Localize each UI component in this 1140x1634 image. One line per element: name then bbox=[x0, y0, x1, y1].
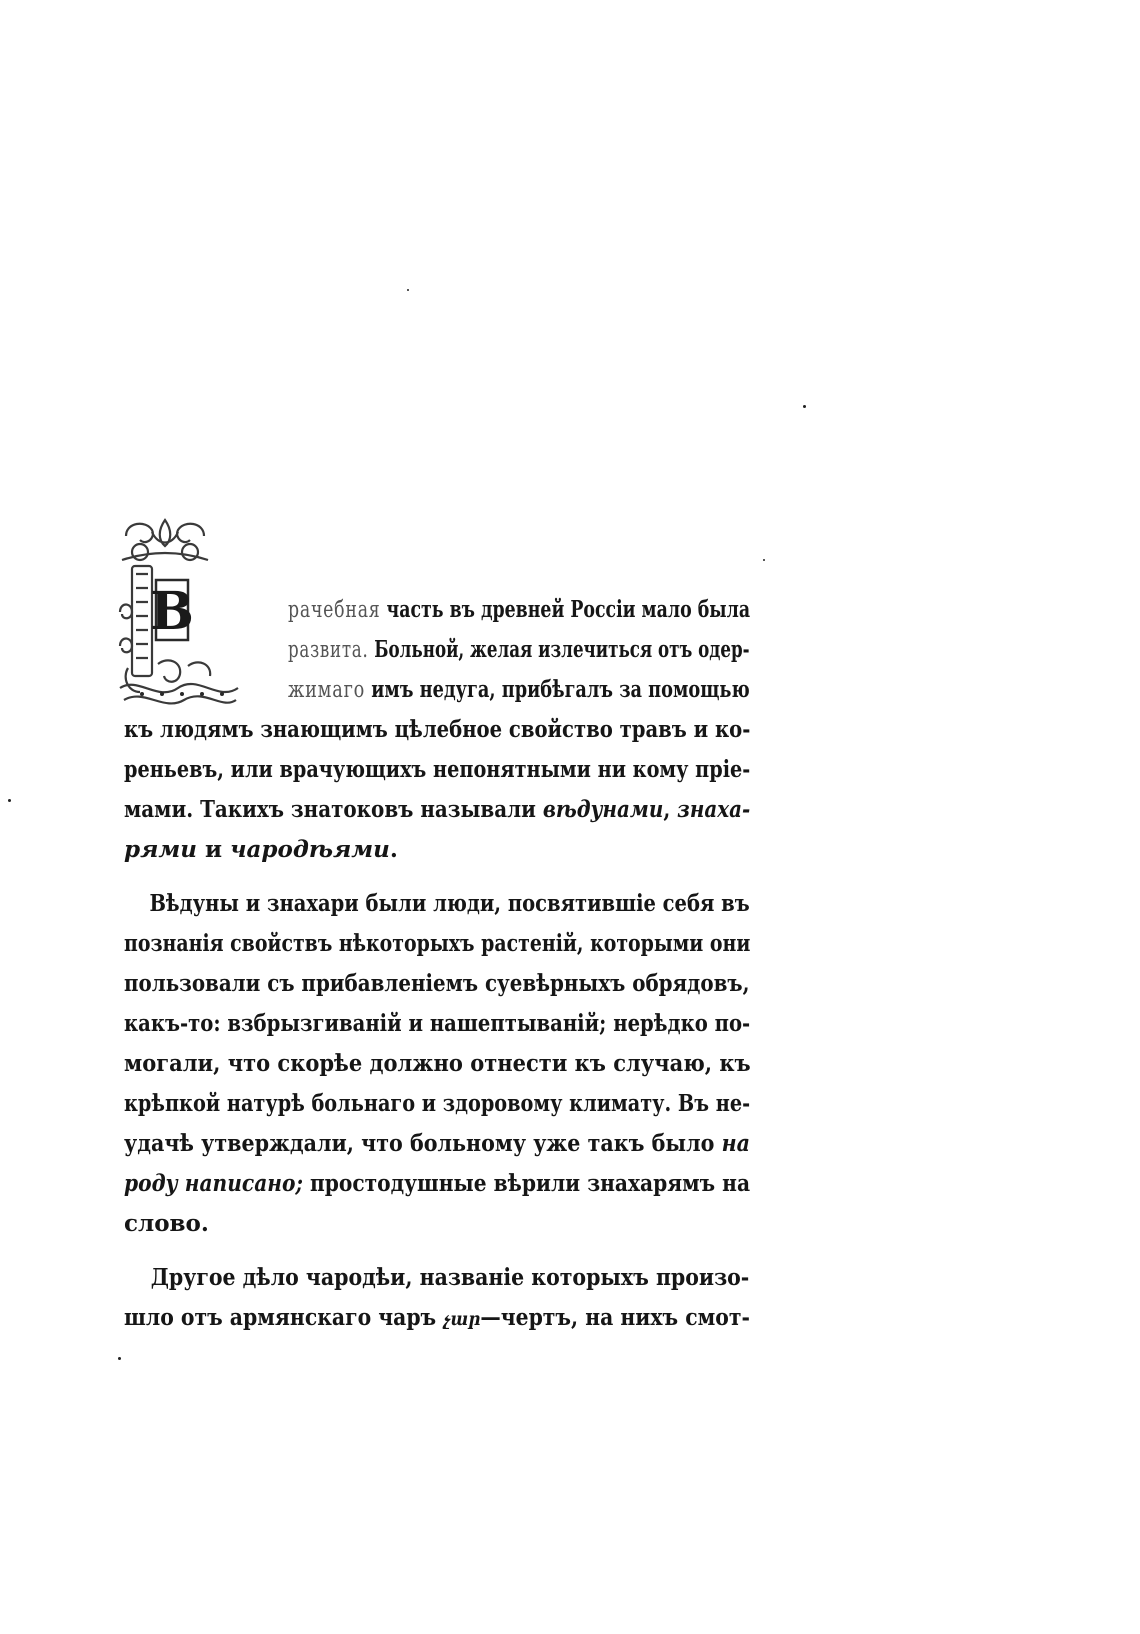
text-segment: реньевъ, или врачующихъ непонятными ни кому прiе- bbox=[124, 756, 751, 783]
text-line bbox=[124, 1258, 750, 1298]
text-line bbox=[124, 924, 750, 964]
text-segment: чародѣями bbox=[230, 836, 390, 863]
text-line bbox=[124, 1084, 750, 1124]
text-line bbox=[124, 1044, 750, 1084]
text-segment: роду написано; bbox=[124, 1170, 303, 1197]
text-segment: познанія свойствъ нѣкоторыхъ растеній, которыми они bbox=[124, 930, 751, 957]
text-segment: какъ-то: взбрызгиваній и нашептываній; нерѣдко по- bbox=[124, 1010, 751, 1037]
text-line bbox=[124, 884, 750, 924]
text-segment: жимаго bbox=[288, 677, 366, 703]
text-segment: шло отъ армянскаго чаръ bbox=[124, 1304, 444, 1331]
text-segment: развита. bbox=[288, 637, 369, 663]
text-line bbox=[124, 790, 750, 830]
text-segment: удачѣ утверждали, что больному уже такъ было bbox=[124, 1130, 722, 1157]
text-segment: չար bbox=[443, 1308, 481, 1330]
text-segment: крѣпкой натурѣ больнаго и здоровому климату. Въ не- bbox=[124, 1090, 751, 1117]
text-line bbox=[288, 670, 750, 710]
text-segment: , bbox=[663, 796, 678, 823]
print-speck bbox=[803, 405, 806, 408]
text-line bbox=[124, 1204, 750, 1244]
text-line bbox=[124, 750, 750, 790]
text-segment: Вѣдуны и знахари были люди, посвятившіе себя въ bbox=[149, 890, 750, 917]
text-segment: слово. bbox=[124, 1210, 209, 1237]
text-segment: Другое дѣло чародѣи, названіе которыхъ произо- bbox=[150, 1264, 750, 1291]
print-speck bbox=[763, 559, 765, 561]
text-segment: на bbox=[721, 1130, 750, 1157]
text-segment: знаха- bbox=[677, 796, 751, 823]
paragraph-gap bbox=[124, 870, 750, 884]
text-segment: могали, что скорѣе должно отнести къ случаю, къ bbox=[124, 1050, 751, 1077]
text-segment: простодушные вѣрили знахарямъ на bbox=[302, 1170, 751, 1197]
drop-cap-letter: В bbox=[150, 581, 194, 642]
text-line bbox=[124, 1004, 750, 1044]
text-segment: пользовали съ прибавленіемъ суевѣрныхъ обрядовъ, bbox=[124, 970, 750, 997]
text-line bbox=[124, 1124, 750, 1164]
text-segment: рачебная bbox=[288, 597, 381, 623]
print-speck bbox=[407, 289, 409, 291]
print-speck bbox=[118, 1357, 121, 1360]
text-line bbox=[124, 964, 750, 1004]
text-segment: имъ недуга, прибѣгалъ за помощью bbox=[365, 676, 750, 703]
text-line bbox=[124, 710, 750, 750]
text-line bbox=[124, 830, 750, 870]
text-segment: рями bbox=[124, 836, 197, 863]
print-speck bbox=[8, 799, 11, 802]
text-segment: къ людямъ знающимъ цѣлебное свойство травъ и ко- bbox=[124, 716, 751, 743]
text-segment: часть въ древней Россіи мало была bbox=[380, 596, 751, 623]
text-segment: . bbox=[389, 836, 398, 863]
text-line bbox=[288, 630, 750, 670]
text-segment: мами. Такихъ знатоковъ называли bbox=[124, 796, 543, 823]
text-segment: —чертъ, на нихъ смот- bbox=[480, 1304, 750, 1331]
body-text bbox=[124, 590, 750, 1338]
text-segment: Больной, желая излечиться отъ одер- bbox=[368, 636, 750, 663]
text-line bbox=[124, 1164, 750, 1204]
text-segment: вѣдунами bbox=[542, 796, 664, 823]
text-segment: и bbox=[196, 836, 231, 863]
text-line bbox=[124, 1298, 750, 1338]
text-line bbox=[288, 590, 750, 630]
paragraph-gap bbox=[124, 1244, 750, 1258]
